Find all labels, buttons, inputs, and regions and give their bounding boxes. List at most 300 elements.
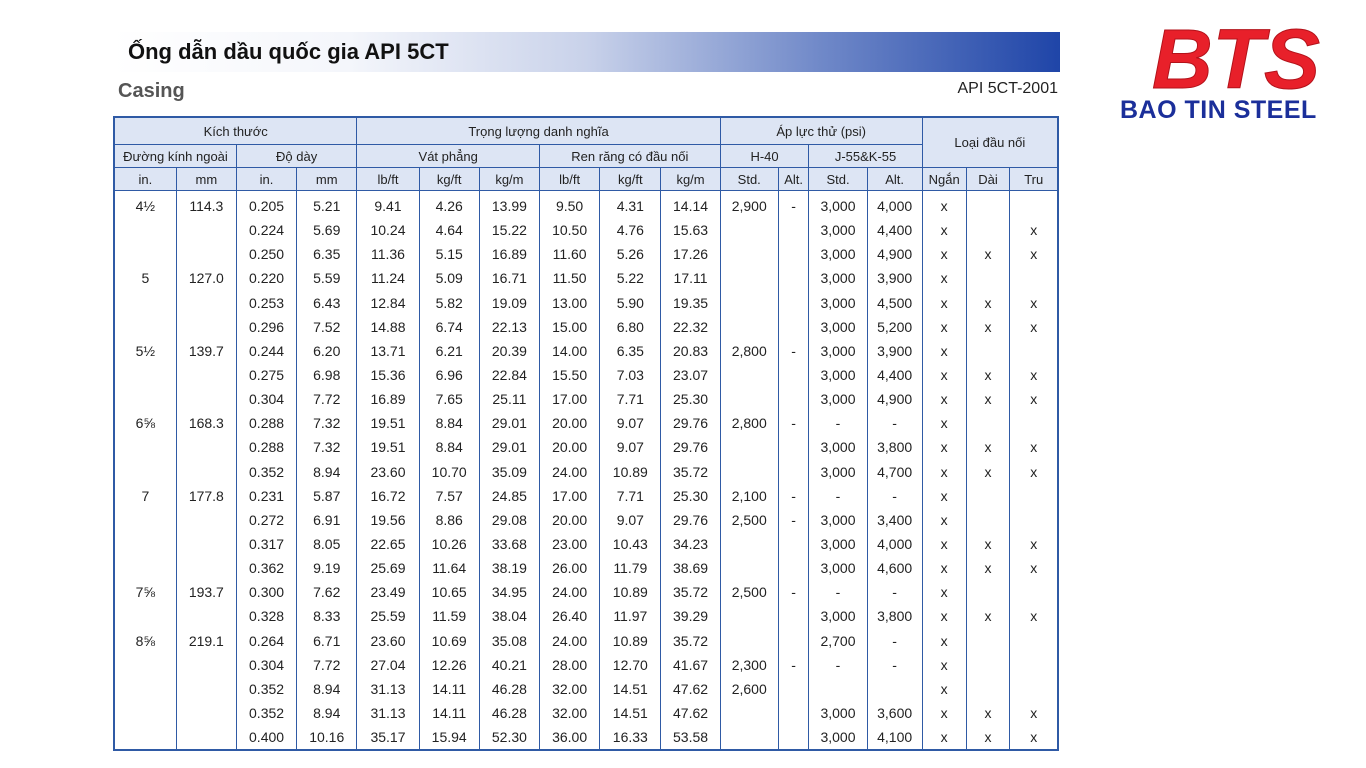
table-cell: 4.64 (419, 218, 479, 242)
table-cell: 9.19 (297, 556, 357, 580)
table-cell (176, 242, 236, 266)
table-cell: 2,500 (720, 508, 778, 532)
table-cell: 25.30 (661, 387, 720, 411)
table-cell: 6.80 (600, 315, 661, 339)
table-cell: 3,000 (809, 556, 867, 580)
table-cell: 0.288 (236, 435, 296, 459)
table-cell: 3,800 (867, 435, 922, 459)
table-cell: x (922, 580, 966, 604)
table-cell: x (922, 218, 966, 242)
table-cell: x (922, 556, 966, 580)
table-cell: 7.72 (297, 653, 357, 677)
table-cell: 35.72 (661, 580, 720, 604)
table-cell: 0.275 (236, 363, 296, 387)
casing-spec-table (113, 116, 1059, 751)
table-cell: 5.21 (297, 191, 357, 219)
table-cell: x (966, 242, 1010, 266)
table-cell: 16.89 (357, 387, 419, 411)
table-cell: x (966, 387, 1010, 411)
table-cell (867, 677, 922, 701)
table-cell: - (778, 508, 809, 532)
table-cell (720, 266, 778, 290)
table-cell: 5½ (114, 339, 176, 363)
table-cell: 4,000 (867, 191, 922, 219)
table-cell: x (1010, 218, 1058, 242)
table-cell: - (809, 484, 867, 508)
table-cell: 2,800 (720, 339, 778, 363)
table-row (114, 677, 1058, 701)
table-cell (176, 677, 236, 701)
table-cell (1010, 266, 1058, 290)
table-cell: 17.00 (540, 484, 600, 508)
table-cell: 8.86 (419, 508, 479, 532)
table-cell: 2,300 (720, 653, 778, 677)
header-size: Kích thước (114, 117, 357, 145)
table-cell (114, 653, 176, 677)
table-row (114, 387, 1058, 411)
table-cell: 10.50 (540, 218, 600, 242)
unit-header-cell: mm (297, 168, 357, 191)
table-cell: 3,000 (809, 363, 867, 387)
table-cell: 3,000 (809, 725, 867, 750)
header-wall: Độ dày (236, 145, 356, 168)
table-cell (778, 629, 809, 653)
table-cell: 0.304 (236, 387, 296, 411)
table-cell (176, 725, 236, 750)
table-cell: 3,000 (809, 532, 867, 556)
table-cell: 14.51 (600, 677, 661, 701)
table-cell (1010, 411, 1058, 435)
table-cell (176, 532, 236, 556)
table-cell: 22.65 (357, 532, 419, 556)
table-cell: 4,700 (867, 460, 922, 484)
table-cell: 0.205 (236, 191, 296, 219)
table-cell (966, 191, 1010, 219)
table-cell: 9.07 (600, 508, 661, 532)
table-cell (1010, 653, 1058, 677)
table-cell: - (778, 653, 809, 677)
table-row (114, 191, 1058, 219)
table-cell: 22.13 (479, 315, 539, 339)
table-cell: 22.84 (479, 363, 539, 387)
table-body (114, 191, 1058, 751)
table-cell: 47.62 (661, 701, 720, 725)
table-cell: 35.72 (661, 629, 720, 653)
table-cell: 5.90 (600, 291, 661, 315)
table-cell: 11.64 (419, 556, 479, 580)
table-cell: 4,500 (867, 291, 922, 315)
logo-company-name: BAO TIN STEEL (1120, 96, 1317, 124)
table-cell: 139.7 (176, 339, 236, 363)
table-cell: 168.3 (176, 411, 236, 435)
table-cell (966, 677, 1010, 701)
table-cell: 19.09 (479, 291, 539, 315)
table-cell (1010, 339, 1058, 363)
unit-header-cell: in. (236, 168, 296, 191)
unit-header-cell: Dài (966, 168, 1010, 191)
table-cell: 29.76 (661, 411, 720, 435)
table-cell: 11.24 (357, 266, 419, 290)
table-cell: 7.57 (419, 484, 479, 508)
table-cell: 29.76 (661, 435, 720, 459)
unit-header-cell: Alt. (867, 168, 922, 191)
table-cell: 46.28 (479, 701, 539, 725)
table-row (114, 315, 1058, 339)
table-cell (966, 266, 1010, 290)
table-cell: 41.67 (661, 653, 720, 677)
table-cell: 3,000 (809, 604, 867, 628)
table-cell: 2,600 (720, 677, 778, 701)
table-cell: 34.95 (479, 580, 539, 604)
table-cell: 23.60 (357, 629, 419, 653)
table-cell: 8.94 (297, 677, 357, 701)
table-cell: x (1010, 460, 1058, 484)
table-cell (720, 363, 778, 387)
table-cell: 7.52 (297, 315, 357, 339)
table-cell (778, 387, 809, 411)
table-cell: 52.30 (479, 725, 539, 750)
unit-header-cell: lb/ft (357, 168, 419, 191)
table-cell: 11.97 (600, 604, 661, 628)
table-cell: 6.43 (297, 291, 357, 315)
table-cell: 3,000 (809, 387, 867, 411)
table-cell (176, 315, 236, 339)
table-cell: 32.00 (540, 677, 600, 701)
logo-mark-text: BTS (1152, 14, 1320, 106)
table-cell (966, 339, 1010, 363)
unit-header-cell: Tru (1010, 168, 1058, 191)
table-cell: 17.11 (661, 266, 720, 290)
table-cell: 11.79 (600, 556, 661, 580)
table-cell: x (922, 508, 966, 532)
table-cell (966, 218, 1010, 242)
table-cell: x (922, 339, 966, 363)
table-cell: x (922, 411, 966, 435)
table-row (114, 653, 1058, 677)
table-cell: 0.220 (236, 266, 296, 290)
table-cell: 16.72 (357, 484, 419, 508)
table-cell: 7.32 (297, 435, 357, 459)
table-cell: 14.51 (600, 701, 661, 725)
table-cell: 8⅝ (114, 629, 176, 653)
table-cell: 25.69 (357, 556, 419, 580)
table-cell (778, 435, 809, 459)
table-cell: 17.26 (661, 242, 720, 266)
table-cell: 0.352 (236, 460, 296, 484)
table-cell: 7.71 (600, 484, 661, 508)
table-cell: x (922, 315, 966, 339)
table-cell: 10.24 (357, 218, 419, 242)
table-cell: 2,100 (720, 484, 778, 508)
table-cell (176, 653, 236, 677)
unit-header-cell: mm (176, 168, 236, 191)
table-cell: 6⅝ (114, 411, 176, 435)
table-row (114, 484, 1058, 508)
table-cell: x (966, 556, 1010, 580)
table-cell: 2,500 (720, 580, 778, 604)
table-cell: x (922, 435, 966, 459)
table-cell: 34.23 (661, 532, 720, 556)
header-connection: Loại đầu nối (922, 117, 1058, 168)
table-cell: 6.20 (297, 339, 357, 363)
table-cell: 6.91 (297, 508, 357, 532)
table-cell: x (1010, 435, 1058, 459)
table-cell (966, 411, 1010, 435)
table-cell: 8.84 (419, 435, 479, 459)
table-cell: - (778, 580, 809, 604)
table-cell: 20.83 (661, 339, 720, 363)
table-cell: 24.00 (540, 629, 600, 653)
table-cell (1010, 677, 1058, 701)
table-cell: x (966, 315, 1010, 339)
table-cell: x (966, 363, 1010, 387)
table-cell (114, 460, 176, 484)
table-cell: 3,000 (809, 242, 867, 266)
table-cell: 25.59 (357, 604, 419, 628)
table-cell (114, 556, 176, 580)
table-cell: x (966, 532, 1010, 556)
table-cell: 10.16 (297, 725, 357, 750)
table-cell (114, 677, 176, 701)
table-cell: 6.96 (419, 363, 479, 387)
table-cell: 38.19 (479, 556, 539, 580)
table-cell: 0.352 (236, 677, 296, 701)
table-row (114, 242, 1058, 266)
table-cell: 15.50 (540, 363, 600, 387)
table-cell: 6.35 (600, 339, 661, 363)
table-cell: 26.40 (540, 604, 600, 628)
table-cell (114, 387, 176, 411)
table-cell: 4,600 (867, 556, 922, 580)
table-cell: 3,000 (809, 435, 867, 459)
table-cell: 0.296 (236, 315, 296, 339)
table-cell: 11.60 (540, 242, 600, 266)
table-cell: 38.04 (479, 604, 539, 628)
table-cell: 10.89 (600, 460, 661, 484)
table-cell: 7.32 (297, 411, 357, 435)
table-cell: x (922, 532, 966, 556)
table-cell: 5 (114, 266, 176, 290)
table-cell (176, 556, 236, 580)
table-cell: 20.39 (479, 339, 539, 363)
table-cell: 19.51 (357, 411, 419, 435)
table-cell: 3,900 (867, 266, 922, 290)
table-cell: 5.15 (419, 242, 479, 266)
table-cell: 5.69 (297, 218, 357, 242)
table-cell: 5.22 (600, 266, 661, 290)
table-cell: 29.08 (479, 508, 539, 532)
table-cell (114, 291, 176, 315)
table-cell: 9.41 (357, 191, 419, 219)
table-cell: 29.01 (479, 435, 539, 459)
table-cell: 8.05 (297, 532, 357, 556)
title-banner (112, 32, 1060, 72)
table-cell: 19.35 (661, 291, 720, 315)
table-cell (1010, 580, 1058, 604)
table-cell: 14.14 (661, 191, 720, 219)
table-cell: 2,800 (720, 411, 778, 435)
table-cell: 4.31 (600, 191, 661, 219)
table-cell: 15.63 (661, 218, 720, 242)
table-cell (778, 556, 809, 580)
table-cell: 0.253 (236, 291, 296, 315)
section-subtitle: Casing (118, 80, 185, 102)
table-cell (176, 460, 236, 484)
table-cell: - (809, 411, 867, 435)
table-cell: 14.88 (357, 315, 419, 339)
table-cell (778, 725, 809, 750)
table-row (114, 291, 1058, 315)
table-cell: 3,000 (809, 339, 867, 363)
table-cell: x (922, 604, 966, 628)
table-cell: 177.8 (176, 484, 236, 508)
table-row (114, 532, 1058, 556)
table-cell: 3,000 (809, 266, 867, 290)
table-cell: 29.01 (479, 411, 539, 435)
table-cell: 40.21 (479, 653, 539, 677)
table-cell: 23.07 (661, 363, 720, 387)
table-cell: 4.76 (600, 218, 661, 242)
table-cell: 13.71 (357, 339, 419, 363)
table-cell: 8.33 (297, 604, 357, 628)
table-cell: 16.89 (479, 242, 539, 266)
table-cell (1010, 484, 1058, 508)
table-cell (966, 484, 1010, 508)
table-header (114, 117, 1058, 191)
table-cell: 6.35 (297, 242, 357, 266)
table-cell: 23.00 (540, 532, 600, 556)
table-cell: 5.09 (419, 266, 479, 290)
table-cell: 47.62 (661, 677, 720, 701)
table-cell: 13.00 (540, 291, 600, 315)
table-cell: x (966, 460, 1010, 484)
table-cell: x (922, 484, 966, 508)
table-cell: 53.58 (661, 725, 720, 750)
table-cell: 27.04 (357, 653, 419, 677)
table-cell: 3,900 (867, 339, 922, 363)
table-cell: - (867, 653, 922, 677)
table-cell (114, 435, 176, 459)
table-cell (114, 725, 176, 750)
table-cell: 8.94 (297, 701, 357, 725)
table-cell: x (966, 435, 1010, 459)
table-cell: - (778, 484, 809, 508)
table-cell: - (867, 411, 922, 435)
table-cell: 5,200 (867, 315, 922, 339)
table-cell (114, 218, 176, 242)
table-cell: 12.26 (419, 653, 479, 677)
table-cell: 14.00 (540, 339, 600, 363)
table-cell (176, 701, 236, 725)
table-cell: x (1010, 387, 1058, 411)
table-cell (1010, 508, 1058, 532)
table-cell: 14.11 (419, 701, 479, 725)
table-cell (778, 242, 809, 266)
table-cell (778, 460, 809, 484)
header-weight: Trọng lượng danh nghĩa (357, 117, 720, 145)
table-cell: - (867, 629, 922, 653)
table-cell: 32.00 (540, 701, 600, 725)
table-cell: 19.51 (357, 435, 419, 459)
table-cell (720, 532, 778, 556)
table-cell: 35.17 (357, 725, 419, 750)
table-cell: x (922, 387, 966, 411)
unit-header-cell: Std. (720, 168, 778, 191)
table-cell: 0.288 (236, 411, 296, 435)
table-cell (176, 291, 236, 315)
table-cell (809, 677, 867, 701)
table-cell (176, 508, 236, 532)
table-cell: 0.352 (236, 701, 296, 725)
table-cell: 7⅝ (114, 580, 176, 604)
table-cell: x (922, 363, 966, 387)
table-cell: 15.00 (540, 315, 600, 339)
table-cell: 24.85 (479, 484, 539, 508)
table-cell (720, 242, 778, 266)
table-row (114, 629, 1058, 653)
table-cell: x (1010, 242, 1058, 266)
table-cell: 5.26 (600, 242, 661, 266)
table-cell: x (1010, 363, 1058, 387)
table-cell: 20.00 (540, 508, 600, 532)
table-cell (778, 291, 809, 315)
unit-header-cell: kg/m (479, 168, 539, 191)
table-cell: 10.69 (419, 629, 479, 653)
table-cell: x (922, 291, 966, 315)
unit-header-cell: Alt. (778, 168, 809, 191)
table-cell: - (867, 484, 922, 508)
table-cell (778, 701, 809, 725)
table-cell: x (1010, 315, 1058, 339)
table-cell: 11.36 (357, 242, 419, 266)
table-cell: - (867, 580, 922, 604)
table-cell (176, 387, 236, 411)
table-cell: 35.72 (661, 460, 720, 484)
table-cell: 9.50 (540, 191, 600, 219)
table-cell: 31.13 (357, 677, 419, 701)
table-cell: 0.272 (236, 508, 296, 532)
table-cell: 17.00 (540, 387, 600, 411)
table-cell (778, 266, 809, 290)
table-cell: 14.11 (419, 677, 479, 701)
table-row (114, 460, 1058, 484)
table-cell: x (966, 725, 1010, 750)
table-cell: 16.71 (479, 266, 539, 290)
table-cell: - (778, 411, 809, 435)
table-cell: 36.00 (540, 725, 600, 750)
table-cell: x (922, 629, 966, 653)
table-cell: 7.03 (600, 363, 661, 387)
table-cell (966, 629, 1010, 653)
unit-header-cell: Ngắn (922, 168, 966, 191)
table-cell: 6.71 (297, 629, 357, 653)
table-cell: 20.00 (540, 435, 600, 459)
table-cell: 4,100 (867, 725, 922, 750)
table-cell (720, 435, 778, 459)
table-row (114, 411, 1058, 435)
table-cell (114, 604, 176, 628)
table-cell (720, 315, 778, 339)
table-cell: 13.99 (479, 191, 539, 219)
table-cell (720, 460, 778, 484)
table-cell: 0.250 (236, 242, 296, 266)
table-row (114, 725, 1058, 750)
table-cell: x (922, 677, 966, 701)
table-cell: 19.56 (357, 508, 419, 532)
table-cell (778, 532, 809, 556)
table-cell (114, 315, 176, 339)
table-row (114, 435, 1058, 459)
